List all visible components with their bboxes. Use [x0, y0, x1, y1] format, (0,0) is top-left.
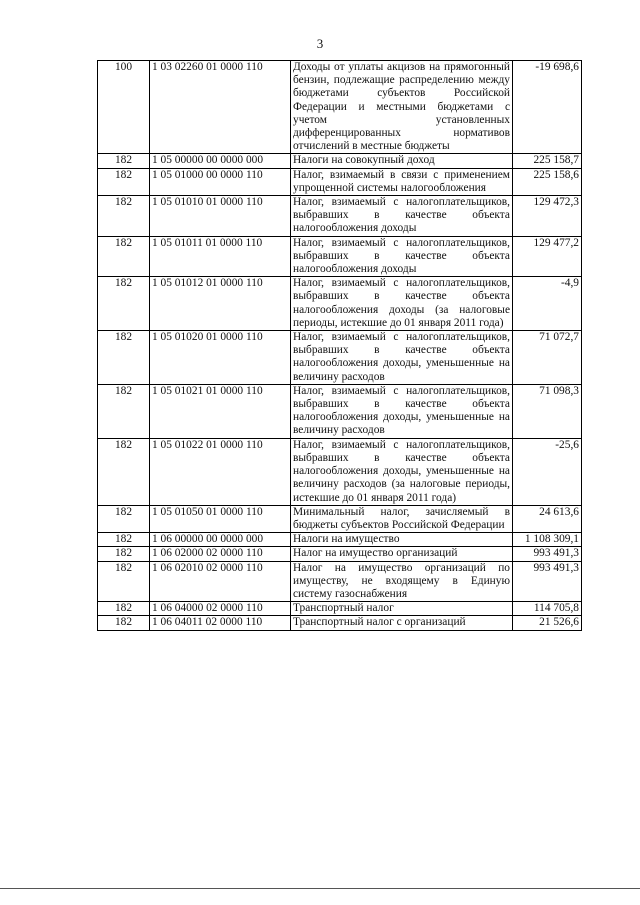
- amount-cell: -25,6: [513, 438, 582, 505]
- table-row: [98, 236, 582, 277]
- budget-code-cell: 1 05 01020 01 0000 110: [150, 331, 291, 385]
- revenue-name-cell: Налог на имущество организаций по имуществу, не входящему в Единую систему газоснабжения: [291, 561, 513, 602]
- table-row: [98, 602, 582, 616]
- amount-cell: 114 705,8: [513, 602, 582, 616]
- revenue-name-cell: Налог, взимаемый с налогоплательщиков, выбравших в качестве объекта налогообложения доходы, уменьшенные на величину расходов: [291, 331, 513, 385]
- revenue-name-cell: Минимальный налог, зачисляемый в бюджеты субъектов Российской Федерации: [291, 505, 513, 532]
- admin-code-cell: 100: [98, 61, 150, 154]
- revenue-name-cell: Налог, взимаемый с налогоплательщиков, выбравших в качестве объекта налогообложения доходы, уменьшенные на величину расходов: [291, 384, 513, 438]
- admin-code-cell: 182: [98, 384, 150, 438]
- admin-code-cell: 182: [98, 505, 150, 532]
- admin-code-cell: 182: [98, 331, 150, 385]
- table-row: [98, 196, 582, 237]
- table-row: [98, 154, 582, 168]
- footer-rule: [0, 888, 640, 889]
- budget-code-cell: 1 05 00000 00 0000 000: [150, 154, 291, 168]
- amount-cell: 225 158,7: [513, 154, 582, 168]
- revenue-name-cell: Транспортный налог: [291, 602, 513, 616]
- budget-code-cell: 1 06 02010 02 0000 110: [150, 561, 291, 602]
- table-row: [98, 616, 582, 630]
- revenue-name-cell: Налоги на совокупный доход: [291, 154, 513, 168]
- table-row: [98, 561, 582, 602]
- budget-code-cell: 1 03 02260 01 0000 110: [150, 61, 291, 154]
- revenue-table: [97, 60, 582, 631]
- revenue-name-cell: Налог на имущество организаций: [291, 547, 513, 561]
- amount-cell: 71 072,7: [513, 331, 582, 385]
- amount-cell: 129 477,2: [513, 236, 582, 277]
- admin-code-cell: 182: [98, 168, 150, 195]
- revenue-name-cell: Налог, взимаемый с налогоплательщиков, выбравших в качестве объекта налогообложения доходы (за налоговые периоды, истекшие до 01 января 2011 года): [291, 277, 513, 331]
- budget-code-cell: 1 05 01012 01 0000 110: [150, 277, 291, 331]
- revenue-name-cell: Налог, взимаемый в связи с применением упрощенной системы налогообложения: [291, 168, 513, 195]
- amount-cell: 225 158,6: [513, 168, 582, 195]
- admin-code-cell: 182: [98, 616, 150, 630]
- budget-code-cell: 1 05 01050 01 0000 110: [150, 505, 291, 532]
- budget-code-cell: 1 05 01000 00 0000 110: [150, 168, 291, 195]
- amount-cell: 24 613,6: [513, 505, 582, 532]
- admin-code-cell: 182: [98, 438, 150, 505]
- revenue-name-cell: Доходы от уплаты акцизов на прямогонный бензин, подлежащие распределению между бюджетами субъектов Российской Федерации и местными бюджетами с учетом установленных дифференцированных нормативов отчислений в местные бюджеты: [291, 61, 513, 154]
- revenue-name-cell: Налог, взимаемый с налогоплательщиков, выбравших в качестве объекта налогообложения доходы: [291, 236, 513, 277]
- revenue-name-cell: Транспортный налог с организаций: [291, 616, 513, 630]
- budget-code-cell: 1 05 01011 01 0000 110: [150, 236, 291, 277]
- amount-cell: 993 491,3: [513, 561, 582, 602]
- budget-code-cell: 1 05 01010 01 0000 110: [150, 196, 291, 237]
- table-row: [98, 438, 582, 505]
- budget-code-cell: 1 05 01022 01 0000 110: [150, 438, 291, 505]
- page-number: 3: [316, 36, 324, 51]
- admin-code-cell: 182: [98, 236, 150, 277]
- amount-cell: -4,9: [513, 277, 582, 331]
- revenue-name-cell: Налоги на имущество: [291, 533, 513, 547]
- revenue-name-cell: Налог, взимаемый с налогоплательщиков, выбравших в качестве объекта налогообложения доходы: [291, 196, 513, 237]
- table-row: [98, 277, 582, 331]
- amount-cell: 1 108 309,1: [513, 533, 582, 547]
- table-row: [98, 61, 582, 154]
- amount-cell: 993 491,3: [513, 547, 582, 561]
- admin-code-cell: 182: [98, 277, 150, 331]
- amount-cell: 71 098,3: [513, 384, 582, 438]
- amount-cell: -19 698,6: [513, 61, 582, 154]
- amount-cell: 21 526,6: [513, 616, 582, 630]
- budget-code-cell: 1 06 04011 02 0000 110: [150, 616, 291, 630]
- budget-code-cell: 1 06 00000 00 0000 000: [150, 533, 291, 547]
- table-row: [98, 505, 582, 532]
- table-row: [98, 533, 582, 547]
- amount-cell: 129 472,3: [513, 196, 582, 237]
- budget-code-cell: 1 05 01021 01 0000 110: [150, 384, 291, 438]
- admin-code-cell: 182: [98, 154, 150, 168]
- revenue-name-cell: Налог, взимаемый с налогоплательщиков, выбравших в качестве объекта налогообложения доходы, уменьшенные на величину расходов (за налоговые периоды, истекшие до 01 января 2011 года): [291, 438, 513, 505]
- admin-code-cell: 182: [98, 533, 150, 547]
- table-row: [98, 384, 582, 438]
- admin-code-cell: 182: [98, 196, 150, 237]
- budget-code-cell: 1 06 02000 02 0000 110: [150, 547, 291, 561]
- admin-code-cell: 182: [98, 561, 150, 602]
- admin-code-cell: 182: [98, 602, 150, 616]
- budget-code-cell: 1 06 04000 02 0000 110: [150, 602, 291, 616]
- table-row: [98, 331, 582, 385]
- table-row: [98, 547, 582, 561]
- admin-code-cell: 182: [98, 547, 150, 561]
- table-row: [98, 168, 582, 195]
